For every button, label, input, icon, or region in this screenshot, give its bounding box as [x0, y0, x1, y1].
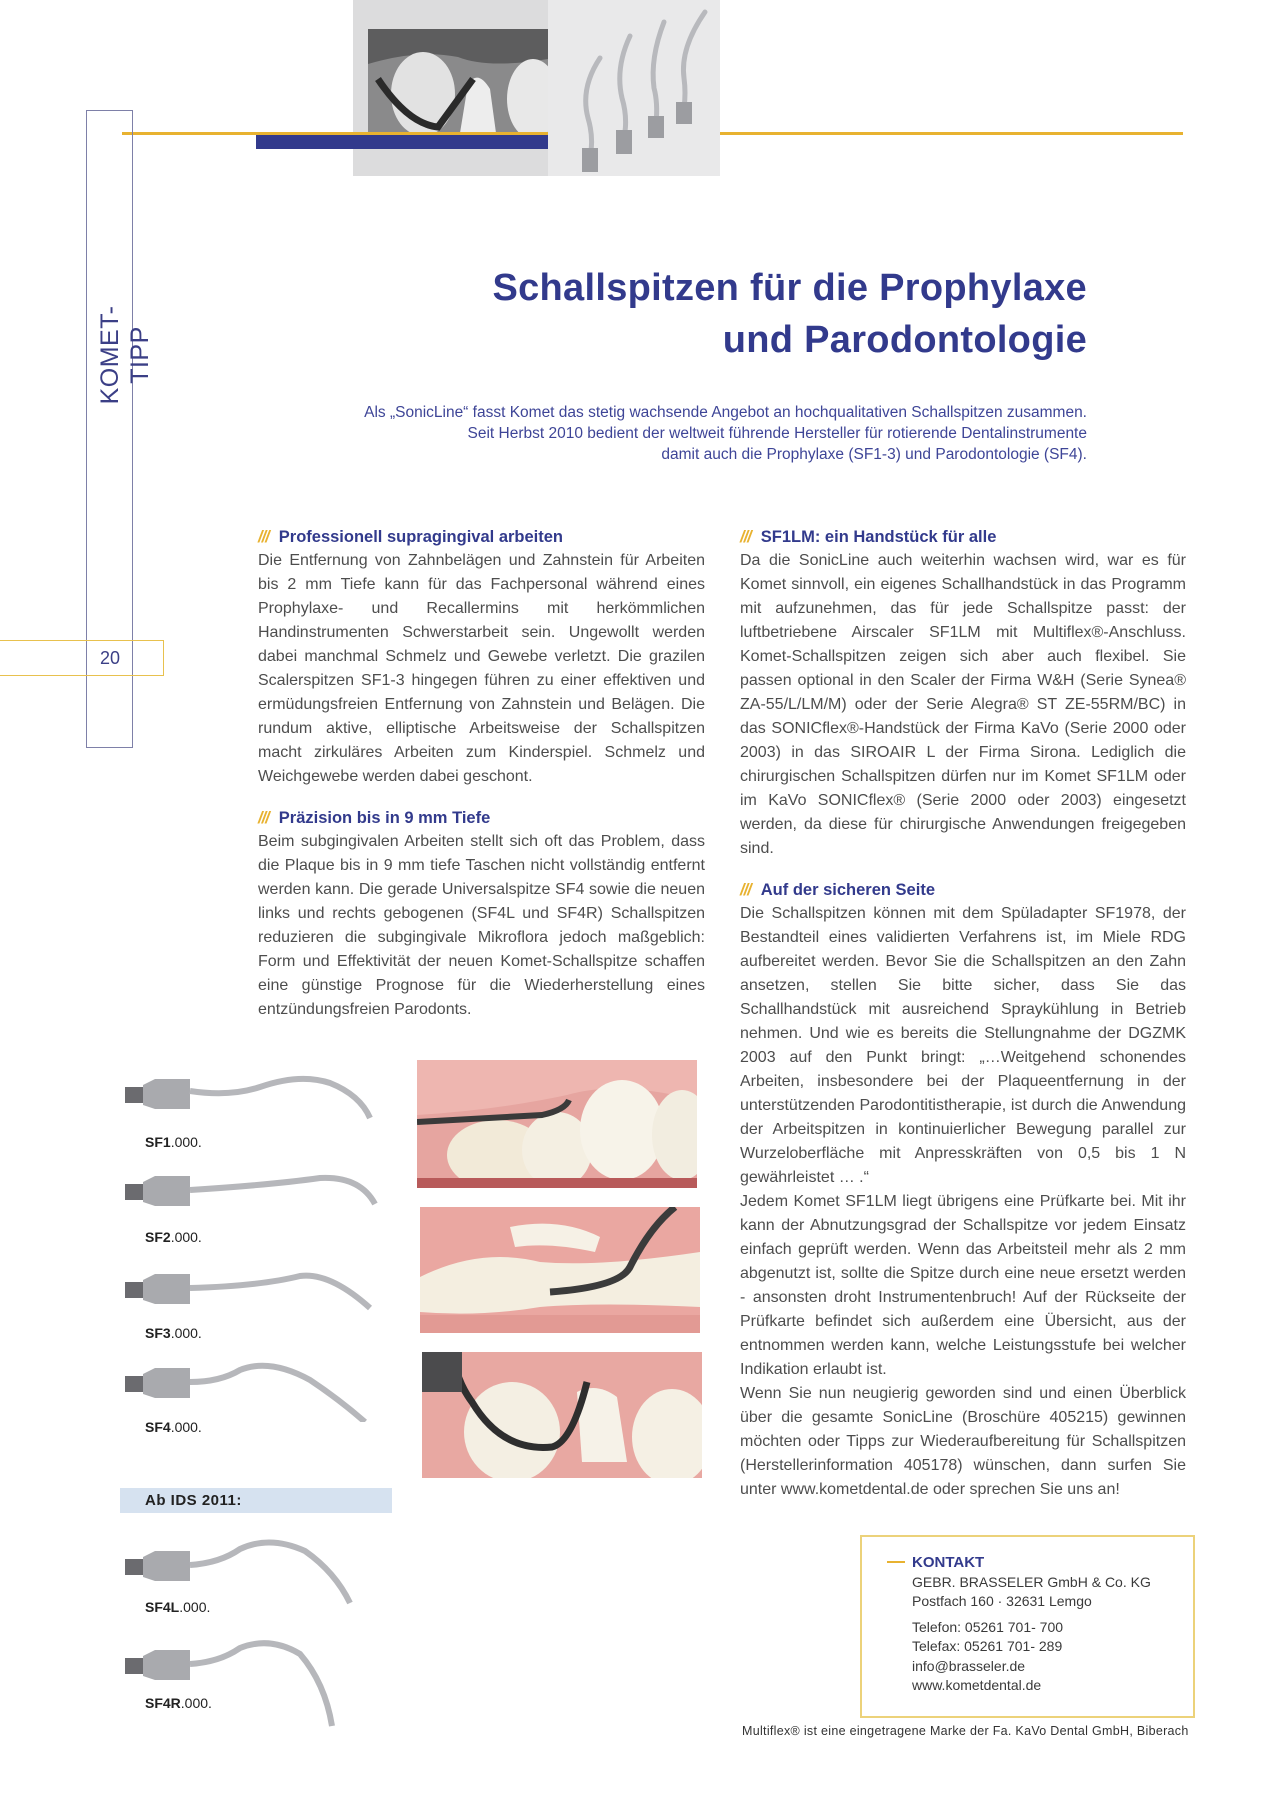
contact-dash-icon [887, 1561, 905, 1563]
section-marker: /// [740, 881, 751, 899]
instrument-image-sf4 [120, 1360, 390, 1422]
section-heading-text: Professionell supragingival arbeiten [278, 528, 564, 546]
intro-line3: damit auch die Prophylaxe (SF1-3) und Parodontologie (SF4). [661, 446, 1087, 463]
section-supragingival [258, 525, 705, 789]
article-title-line1: Schallspitzen für die Prophylaxe [492, 267, 1087, 309]
section-paragraph: Die Entfernung von Zahnbelägen und Zahnstein für Arbeiten bis 2 mm Tiefe kann für das Fachpersonal während eines Prophylaxe- und Recallermins mit herkömmlichen Handinstrumenten Schwerstarbeit sein. Ungewollt werden dabei manchmal Schmelz und Gewebe verletzt. Die grazilen Scalerspitzen SF1-3 hingegen führen zu einer effektiven und ermüdungsfreien Entfernung von Zahnstein und Belägen. Die rundum aktive, elliptische Arbeitsweise der Schallspitzen macht zirkuläres Arbeiten zum Kinderspiel. Schmelz und Weichgewebe werden dabei geschont. [258, 552, 705, 785]
instrument-image-sf4r [120, 1638, 390, 1728]
section-marker: /// [258, 809, 269, 827]
header-photo-bw-teeth [368, 29, 548, 133]
section-safety [740, 878, 1186, 1502]
instrument-image-sf4l [120, 1537, 390, 1605]
contact-address: Postfach 160 · 32631 Lemgo [912, 1593, 1092, 1609]
instrument-image-sf2 [120, 1170, 390, 1210]
left-column [258, 525, 705, 1039]
instrument-image-sf3 [120, 1266, 390, 1314]
section-marker: /// [258, 528, 269, 546]
contact-website[interactable]: www.kometdental.de [912, 1677, 1042, 1693]
instrument-label-sf3: SF3.000. [145, 1325, 202, 1341]
section-heading [258, 525, 705, 549]
contact-email[interactable]: info@brasseler.de [912, 1657, 1026, 1674]
contact-heading: KONTAKT [912, 1554, 985, 1571]
instrument-image-sf1 [120, 1073, 390, 1123]
right-column [740, 525, 1186, 1519]
instrument-label-sf4r: SF4R.000. [145, 1695, 212, 1711]
instrument-label-sf4l: SF4L.000. [145, 1599, 211, 1615]
contact-phone: Telefon: 05261 701- 700 [912, 1618, 1064, 1635]
article-title [327, 262, 1087, 366]
section-paragraph: Da die SonicLine auch weiterhin wachsen wird, war es für Komet sinnvoll, ein eigenes Schallhandstück in das Programm mit aufzunehmen, das für jede Schallspitze passt: der luftbetriebene Airscaler SF1LM mit Multiflex®-Anschluss. Komet-Schallspitzen zeigen sich aber auch flexibel. Sie passen optional in den Scaler der Firma W&H (Serie Synea® ZA-55/L/LM/M) oder der Serie Alegra® ST ZE-55RM/BC) in das SONICflex®-Handstück der Firma KaVo (Serie 2000 oder 2003) in das SIROAIR L der Firma Sirona. Lediglich die chirurgischen Schallspitzen dürfen nur im Komet SF1LM oder im KaVo SONICflex® (Serie 2000 oder 2003) eingesetzt werden, da diese für chirurgische Anwendungen freigegeben sind. [740, 552, 1186, 857]
side-tab-label: KOMET-TIPP [96, 305, 154, 405]
section-heading-text: SF1LM: ein Handstück für alle [760, 528, 997, 546]
article-intro [227, 402, 1087, 465]
contact-fax: Telefax: 05261 701- 289 [912, 1638, 1063, 1654]
article-title-line2: und Parodontologie [722, 319, 1087, 361]
section-heading [740, 525, 1186, 549]
header-rule-orange-right [720, 132, 1183, 135]
ids-2011-label: Ab IDS 2011: [145, 1492, 242, 1509]
instrument-label-sf1: SF1.000. [145, 1134, 202, 1150]
instrument-label-sf2: SF2.000. [145, 1229, 202, 1245]
intro-line2: Seit Herbst 2010 bedient der weltweit führende Hersteller für rotierende Dentalinstrumente [467, 425, 1087, 442]
page-number-frame [0, 640, 164, 676]
section-heading [258, 806, 705, 830]
section-sf1lm [740, 525, 1186, 861]
section-precision [258, 806, 705, 1022]
clinical-photo-1 [417, 1060, 697, 1188]
section-heading-text: Präzision bis in 9 mm Tiefe [278, 809, 491, 827]
section-marker: /// [740, 528, 751, 546]
instrument-label-sf4: SF4.000. [145, 1419, 202, 1435]
header-photo-sonic-tips [560, 8, 720, 176]
section-heading [740, 878, 1186, 902]
page-number: 20 [99, 648, 121, 668]
contact-company: GEBR. BRASSELER GmbH & Co. KG [912, 1573, 1151, 1590]
section-paragraph: Die Schallspitzen können mit dem Spüladapter SF1978, der Bestandteil eines validierten Verfahrens ist, im Miele RDG aufbereitet werden. Bevor Sie die Schallspitzen an den Zahn ansetzen, stellen Sie bitte sicher, dass Sie das Schallhandstück mit ausreichend Spraykühlung in Betrieb nehmen. Und wie es bereits die Stellungnahme der DGZMK 2003 auf den Punkt bringt: „…Weitgehend schonendes Arbeiten, insbesondere bei der Plaqueentfernung in der unterstützenden Parodontitistherapie, ist durch die Anwendung der Arbeitspitzen in kontinuierlicher Bewegung parallel zur Wurzeloberfläche mit Anpresskräften von 0,5 bis 1 N gewährleistet … .“ [740, 905, 1186, 1186]
section-paragraph: Jedem Komet SF1LM liegt übrigens eine Prüfkarte bei. Mit ihr kann der Abnutzungsgrad der Schallspitze vor jedem Einsatz einfach geprüft werden. Wenn das Arbeitsteil mehr als 2 mm abgenutzt ist, sollte die Spitze durch eine neue ersetzt werden - ansonsten droht Instrumentenbruch! Auf der Rückseite der Prüfkarte befindet sich außerdem eine Übersicht, aus der entnommen werden kann, welche Leistungsstufe bei welcher Indikation erlaubt ist. [740, 1193, 1186, 1378]
section-paragraph: Beim subgingivalen Arbeiten stellt sich oft das Problem, dass die Plaque bis in 9 mm tiefe Taschen nicht vollständig entfernt werden kann. Die gerade Universalspitze SF4 sowie die neuen links und rechts gebogenen (SF4L und SF4R) Schallspitzen reduzieren die subgingivale Mikroflora jedoch maßgeblich: Form und Effektivität der neuen Komet-Schallspitze schaffen eine günstige Prognose für die Wiederherstellung eines entzündungsfreien Parodonts. [258, 833, 705, 1018]
section-heading-text: Auf der sicheren Seite [760, 881, 935, 899]
header-bar-blue [256, 135, 548, 149]
section-paragraph: Wenn Sie nun neugierig geworden sind und einen Überblick über die gesamte SonicLine (Broschüre 405215) gewinnen möchten oder Tipps zur Wiederaufbereitung für Schallspitzen (Herstellerinformation 405178) wünschen, dann surfen Sie unter www.kometdental.de oder sprechen Sie uns an! [740, 1385, 1186, 1498]
intro-line1: Als „SonicLine“ fasst Komet das stetig wachsende Angebot an hochqualitativen Schallspitzen zusammen. [364, 404, 1087, 421]
clinical-photo-2 [420, 1207, 700, 1333]
contact-details [912, 1553, 1151, 1696]
clinical-photo-3 [422, 1352, 702, 1478]
trademark-footnote: Multiflex® ist eine eingetragene Marke der Fa. KaVo Dental GmbH, Biberach [742, 1724, 1189, 1738]
